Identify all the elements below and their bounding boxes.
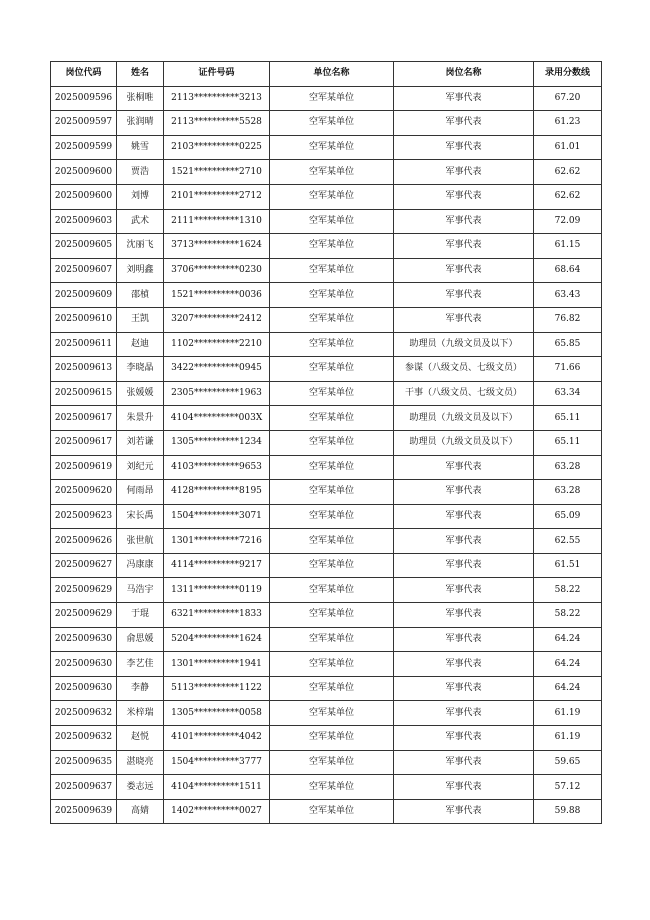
name-cell: 赵迪 [117, 332, 164, 357]
table-row [51, 553, 602, 578]
position-name-cell: 军事代表 [394, 209, 534, 234]
id-number-cell: 3207**********2412 [164, 307, 270, 332]
position-name-cell: 军事代表 [394, 799, 534, 824]
unit-name-cell: 空军某单位 [270, 750, 394, 775]
id-number-cell: 3422**********0945 [164, 357, 270, 382]
position-code-cell: 2025009613 [51, 357, 117, 382]
position-code-cell: 2025009623 [51, 504, 117, 529]
position-code-cell: 2025009600 [51, 184, 117, 209]
position-name-cell: 助理员（九级文员及以下） [394, 406, 534, 431]
unit-name-cell: 空军某单位 [270, 627, 394, 652]
unit-name-cell: 空军某单位 [270, 726, 394, 751]
header-id-number: 证件号码 [164, 62, 270, 87]
name-cell: 何雨昂 [117, 480, 164, 505]
id-number-cell: 4104**********003X [164, 406, 270, 431]
table-row [51, 406, 602, 431]
name-cell: 湛晓亮 [117, 750, 164, 775]
unit-name-cell: 空军某单位 [270, 357, 394, 382]
score-line-cell: 68.64 [534, 258, 602, 283]
score-line-cell: 67.20 [534, 86, 602, 111]
name-cell: 邵楨 [117, 283, 164, 308]
position-name-cell: 军事代表 [394, 553, 534, 578]
position-name-cell: 军事代表 [394, 86, 534, 111]
id-number-cell: 2305**********1963 [164, 381, 270, 406]
name-cell: 张润晴 [117, 111, 164, 136]
unit-name-cell: 空军某单位 [270, 504, 394, 529]
name-cell: 张桐唯 [117, 86, 164, 111]
id-number-cell: 2101**********2712 [164, 184, 270, 209]
header-unit-name: 单位名称 [270, 62, 394, 87]
unit-name-cell: 空军某单位 [270, 480, 394, 505]
score-line-cell: 61.01 [534, 135, 602, 160]
id-number-cell: 1301**********7216 [164, 529, 270, 554]
id-number-cell: 3713**********1624 [164, 234, 270, 259]
table-row [51, 455, 602, 480]
table-row [51, 676, 602, 701]
name-cell: 贾浩 [117, 160, 164, 185]
id-number-cell: 1301**********1941 [164, 652, 270, 677]
table-row [51, 381, 602, 406]
score-line-cell: 65.09 [534, 504, 602, 529]
id-number-cell: 1521**********0036 [164, 283, 270, 308]
position-name-cell: 军事代表 [394, 603, 534, 628]
score-line-cell: 57.12 [534, 775, 602, 800]
position-code-cell: 2025009611 [51, 332, 117, 357]
id-number-cell: 1305**********1234 [164, 430, 270, 455]
id-number-cell: 6321**********1833 [164, 603, 270, 628]
position-name-cell: 军事代表 [394, 455, 534, 480]
score-line-cell: 59.88 [534, 799, 602, 824]
unit-name-cell: 空军某单位 [270, 430, 394, 455]
table-row [51, 357, 602, 382]
name-cell: 宋长禹 [117, 504, 164, 529]
unit-name-cell: 空军某单位 [270, 701, 394, 726]
table-row [51, 283, 602, 308]
id-number-cell: 1521**********2710 [164, 160, 270, 185]
score-line-cell: 61.51 [534, 553, 602, 578]
name-cell: 刘明鑫 [117, 258, 164, 283]
position-name-cell: 军事代表 [394, 504, 534, 529]
score-line-cell: 65.11 [534, 406, 602, 431]
position-code-cell: 2025009630 [51, 627, 117, 652]
position-code-cell: 2025009617 [51, 406, 117, 431]
name-cell: 马浩宇 [117, 578, 164, 603]
table-row [51, 86, 602, 111]
position-name-cell: 军事代表 [394, 480, 534, 505]
position-name-cell: 军事代表 [394, 283, 534, 308]
score-line-cell: 61.19 [534, 701, 602, 726]
score-line-cell: 64.24 [534, 627, 602, 652]
table-row [51, 504, 602, 529]
position-name-cell: 军事代表 [394, 307, 534, 332]
table-row [51, 332, 602, 357]
unit-name-cell: 空军某单位 [270, 307, 394, 332]
position-code-cell: 2025009607 [51, 258, 117, 283]
table-body [51, 86, 602, 824]
table-row [51, 135, 602, 160]
id-number-cell: 2103**********0225 [164, 135, 270, 160]
position-name-cell: 参谋（八级文员、七级文员） [394, 357, 534, 382]
name-cell: 朱景升 [117, 406, 164, 431]
position-name-cell: 军事代表 [394, 701, 534, 726]
position-code-cell: 2025009620 [51, 480, 117, 505]
table-row [51, 209, 602, 234]
score-line-cell: 62.62 [534, 160, 602, 185]
unit-name-cell: 空军某单位 [270, 406, 394, 431]
unit-name-cell: 空军某单位 [270, 332, 394, 357]
position-code-cell: 2025009610 [51, 307, 117, 332]
table-row [51, 627, 602, 652]
unit-name-cell: 空军某单位 [270, 184, 394, 209]
score-line-cell: 61.19 [534, 726, 602, 751]
name-cell: 李静 [117, 676, 164, 701]
score-line-cell: 61.23 [534, 111, 602, 136]
position-name-cell: 军事代表 [394, 676, 534, 701]
score-line-cell: 63.43 [534, 283, 602, 308]
id-number-cell: 1102**********2210 [164, 332, 270, 357]
table-row [51, 726, 602, 751]
id-number-cell: 5113**********1122 [164, 676, 270, 701]
score-line-cell: 71.66 [534, 357, 602, 382]
unit-name-cell: 空军某单位 [270, 455, 394, 480]
unit-name-cell: 空军某单位 [270, 234, 394, 259]
score-line-cell: 72.09 [534, 209, 602, 234]
table-row [51, 799, 602, 824]
unit-name-cell: 空军某单位 [270, 652, 394, 677]
position-name-cell: 军事代表 [394, 627, 534, 652]
unit-name-cell: 空军某单位 [270, 775, 394, 800]
name-cell: 刘博 [117, 184, 164, 209]
score-line-cell: 63.28 [534, 455, 602, 480]
position-code-cell: 2025009605 [51, 234, 117, 259]
position-code-cell: 2025009615 [51, 381, 117, 406]
score-line-cell: 58.22 [534, 578, 602, 603]
table-row [51, 701, 602, 726]
position-code-cell: 2025009617 [51, 430, 117, 455]
position-name-cell: 军事代表 [394, 529, 534, 554]
name-cell: 米梓瑞 [117, 701, 164, 726]
position-name-cell: 助理员（九级文员及以下） [394, 430, 534, 455]
position-name-cell: 军事代表 [394, 135, 534, 160]
name-cell: 刘若谦 [117, 430, 164, 455]
unit-name-cell: 空军某单位 [270, 529, 394, 554]
table-header-row [51, 62, 602, 87]
position-code-cell: 2025009596 [51, 86, 117, 111]
position-name-cell: 军事代表 [394, 234, 534, 259]
name-cell: 于琨 [117, 603, 164, 628]
score-line-cell: 62.62 [534, 184, 602, 209]
id-number-cell: 2111**********1310 [164, 209, 270, 234]
id-number-cell: 4101**********4042 [164, 726, 270, 751]
position-code-cell: 2025009629 [51, 603, 117, 628]
score-line-cell: 58.22 [534, 603, 602, 628]
id-number-cell: 2113**********5528 [164, 111, 270, 136]
position-name-cell: 军事代表 [394, 160, 534, 185]
position-code-cell: 2025009630 [51, 652, 117, 677]
position-code-cell: 2025009619 [51, 455, 117, 480]
table-row [51, 603, 602, 628]
unit-name-cell: 空军某单位 [270, 209, 394, 234]
position-name-cell: 军事代表 [394, 750, 534, 775]
name-cell: 武术 [117, 209, 164, 234]
name-cell: 李艺佳 [117, 652, 164, 677]
position-code-cell: 2025009603 [51, 209, 117, 234]
unit-name-cell: 空军某单位 [270, 135, 394, 160]
score-line-cell: 65.85 [534, 332, 602, 357]
position-code-cell: 2025009600 [51, 160, 117, 185]
id-number-cell: 4128**********8195 [164, 480, 270, 505]
score-line-cell: 65.11 [534, 430, 602, 455]
name-cell: 王凯 [117, 307, 164, 332]
position-name-cell: 军事代表 [394, 258, 534, 283]
score-line-cell: 76.82 [534, 307, 602, 332]
unit-name-cell: 空军某单位 [270, 111, 394, 136]
position-code-cell: 2025009609 [51, 283, 117, 308]
position-code-cell: 2025009639 [51, 799, 117, 824]
score-line-cell: 61.15 [534, 234, 602, 259]
name-cell: 张媛媛 [117, 381, 164, 406]
id-number-cell: 1402**********0027 [164, 799, 270, 824]
name-cell: 沈丽飞 [117, 234, 164, 259]
table-row [51, 480, 602, 505]
header-position-name: 岗位名称 [394, 62, 534, 87]
table-row [51, 307, 602, 332]
admission-table [50, 61, 602, 824]
table-row [51, 775, 602, 800]
unit-name-cell: 空军某单位 [270, 676, 394, 701]
id-number-cell: 4114**********9217 [164, 553, 270, 578]
unit-name-cell: 空军某单位 [270, 603, 394, 628]
id-number-cell: 3706**********0230 [164, 258, 270, 283]
unit-name-cell: 空军某单位 [270, 283, 394, 308]
score-line-cell: 64.24 [534, 652, 602, 677]
name-cell: 刘纪元 [117, 455, 164, 480]
unit-name-cell: 空军某单位 [270, 799, 394, 824]
position-name-cell: 军事代表 [394, 578, 534, 603]
score-line-cell: 63.28 [534, 480, 602, 505]
position-name-cell: 军事代表 [394, 775, 534, 800]
position-code-cell: 2025009627 [51, 553, 117, 578]
position-code-cell: 2025009599 [51, 135, 117, 160]
position-name-cell: 军事代表 [394, 726, 534, 751]
position-name-cell: 军事代表 [394, 652, 534, 677]
position-code-cell: 2025009629 [51, 578, 117, 603]
position-code-cell: 2025009626 [51, 529, 117, 554]
name-cell: 赵悦 [117, 726, 164, 751]
name-cell: 姚雪 [117, 135, 164, 160]
header-score-line: 录用分数线 [534, 62, 602, 87]
unit-name-cell: 空军某单位 [270, 578, 394, 603]
name-cell: 高婧 [117, 799, 164, 824]
id-number-cell: 5204**********1624 [164, 627, 270, 652]
unit-name-cell: 空军某单位 [270, 160, 394, 185]
table-row [51, 529, 602, 554]
id-number-cell: 2113**********3213 [164, 86, 270, 111]
table-row [51, 750, 602, 775]
table-row [51, 652, 602, 677]
position-name-cell: 干事（八级文员、七级文员） [394, 381, 534, 406]
id-number-cell: 1504**********3777 [164, 750, 270, 775]
table-row [51, 430, 602, 455]
score-line-cell: 64.24 [534, 676, 602, 701]
unit-name-cell: 空军某单位 [270, 553, 394, 578]
unit-name-cell: 空军某单位 [270, 86, 394, 111]
position-code-cell: 2025009632 [51, 726, 117, 751]
id-number-cell: 1311**********0119 [164, 578, 270, 603]
position-code-cell: 2025009630 [51, 676, 117, 701]
id-number-cell: 1305**********0058 [164, 701, 270, 726]
id-number-cell: 4103**********9653 [164, 455, 270, 480]
name-cell: 俞思媛 [117, 627, 164, 652]
score-line-cell: 59.65 [534, 750, 602, 775]
header-name: 姓名 [117, 62, 164, 87]
position-code-cell: 2025009637 [51, 775, 117, 800]
id-number-cell: 4104**********1511 [164, 775, 270, 800]
table-row [51, 258, 602, 283]
position-code-cell: 2025009597 [51, 111, 117, 136]
score-line-cell: 62.55 [534, 529, 602, 554]
unit-name-cell: 空军某单位 [270, 381, 394, 406]
unit-name-cell: 空军某单位 [270, 258, 394, 283]
position-name-cell: 军事代表 [394, 111, 534, 136]
position-code-cell: 2025009635 [51, 750, 117, 775]
name-cell: 娄志远 [117, 775, 164, 800]
position-name-cell: 军事代表 [394, 184, 534, 209]
header-position-code: 岗位代码 [51, 62, 117, 87]
id-number-cell: 1504**********3071 [164, 504, 270, 529]
position-code-cell: 2025009632 [51, 701, 117, 726]
score-line-cell: 63.34 [534, 381, 602, 406]
name-cell: 李晓晶 [117, 357, 164, 382]
name-cell: 冯康康 [117, 553, 164, 578]
table-row [51, 578, 602, 603]
table-row [51, 184, 602, 209]
table-row [51, 111, 602, 136]
table-row [51, 160, 602, 185]
table-row [51, 234, 602, 259]
position-name-cell: 助理员（九级文员及以下） [394, 332, 534, 357]
name-cell: 张世航 [117, 529, 164, 554]
